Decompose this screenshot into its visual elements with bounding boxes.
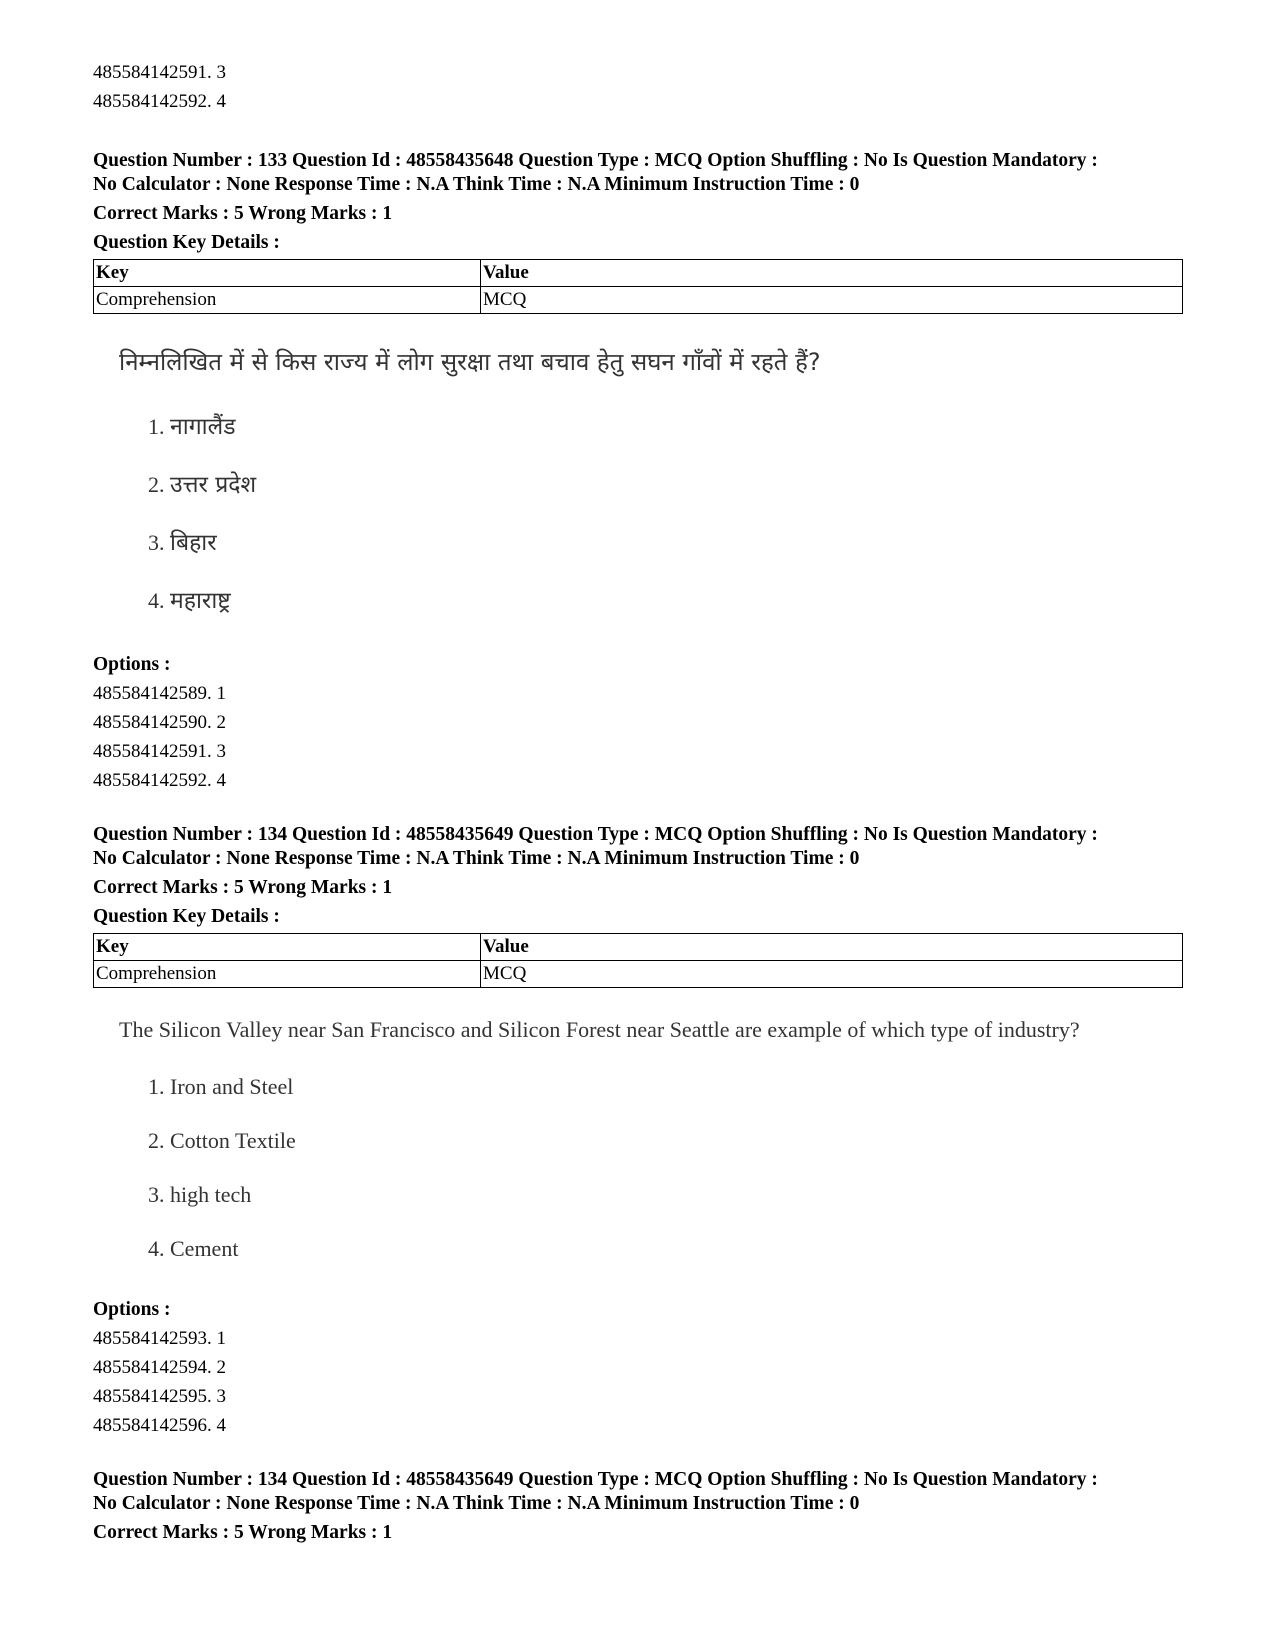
choice-text: नागालैंड	[170, 414, 236, 440]
table-cell-key: Comprehension	[94, 287, 481, 314]
choice-number: 4.	[148, 588, 165, 613]
question-header-line-2: No Calculator : None Response Time : N.A Think Time : N.A Minimum Instruction Time : 0	[93, 1493, 860, 1514]
choice-item	[148, 1168, 1183, 1222]
option-id-line: 485584142592. 4	[93, 91, 226, 112]
question-text: निम्नलिखित में से किस राज्य में लोग सुरक्षा तथा बचाव हेतु सघन गाँवों में रहते हैं?	[119, 348, 821, 376]
choice-number: 2.	[148, 1128, 165, 1153]
question-block-134-repeat	[93, 1468, 1183, 1547]
question-header-line-2: No Calculator : None Response Time : N.A Think Time : N.A Minimum Instruction Time : 0	[93, 848, 860, 869]
choice-text: Iron and Steel	[170, 1074, 294, 1099]
table-cell-value: MCQ	[481, 961, 1183, 988]
table-header-key: Key	[94, 934, 481, 961]
question-header	[93, 1468, 1183, 1516]
option-id-line: 485584142596. 4	[93, 1415, 226, 1436]
choice-number: 2.	[148, 472, 165, 497]
option-id-line: 485584142594. 2	[93, 1357, 226, 1378]
choice-number: 1.	[148, 1074, 165, 1099]
choice-number: 1.	[148, 414, 165, 439]
choices-list	[148, 1060, 1183, 1276]
option-id-line: 485584142595. 3	[93, 1386, 226, 1407]
choice-text: उत्तर प्रदेश	[170, 472, 257, 498]
choice-item	[148, 1222, 1183, 1276]
choice-text: बिहार	[170, 530, 217, 556]
option-id-line: 485584142591. 3	[93, 62, 226, 83]
marks-line: Correct Marks : 5 Wrong Marks : 1	[93, 203, 393, 224]
table-header-row	[94, 260, 1183, 287]
table-header-key: Key	[94, 260, 481, 287]
marks-line: Correct Marks : 5 Wrong Marks : 1	[93, 1522, 393, 1543]
choice-item	[148, 1060, 1183, 1114]
question-block-133	[93, 149, 1183, 630]
question-header-line-1: Question Number : 133 Question Id : 48558435648 Question Type : MCQ Option Shuffling : No Is Question Mandatory :	[93, 150, 1098, 171]
question-header	[93, 149, 1183, 197]
choice-number: 4.	[148, 1236, 165, 1261]
options-block-134	[93, 1295, 1183, 1440]
choice-text: महाराष्ट्र	[170, 588, 231, 614]
option-id-line: 485584142593. 1	[93, 1328, 226, 1349]
key-details-label: Question Key Details :	[93, 906, 280, 927]
choices-list	[148, 398, 1183, 630]
key-details-table	[93, 933, 1183, 988]
marks-line: Correct Marks : 5 Wrong Marks : 1	[93, 877, 393, 898]
choice-number: 3.	[148, 530, 165, 555]
table-header-row	[94, 934, 1183, 961]
option-id-line: 485584142592. 4	[93, 770, 226, 791]
options-label: Options :	[93, 1299, 171, 1320]
choice-number: 3.	[148, 1182, 165, 1207]
options-block-133	[93, 650, 1183, 795]
choice-item	[148, 1114, 1183, 1168]
option-id-line: 485584142590. 2	[93, 712, 226, 733]
table-cell-value: MCQ	[481, 287, 1183, 314]
option-id-line: 485584142591. 3	[93, 741, 226, 762]
option-id-line: 485584142589. 1	[93, 683, 226, 704]
table-header-value: Value	[481, 260, 1183, 287]
choice-item	[148, 456, 1183, 514]
key-details-table	[93, 259, 1183, 314]
options-label: Options :	[93, 654, 171, 675]
choice-item	[148, 398, 1183, 456]
question-header-line-1: Question Number : 134 Question Id : 48558435649 Question Type : MCQ Option Shuffling : No Is Question Mandatory :	[93, 824, 1098, 845]
question-header-line-2: No Calculator : None Response Time : N.A Think Time : N.A Minimum Instruction Time : 0	[93, 174, 860, 195]
table-row	[94, 961, 1183, 988]
choice-item	[148, 514, 1183, 572]
question-header	[93, 823, 1183, 871]
key-details-label: Question Key Details :	[93, 232, 280, 253]
choice-text: high tech	[170, 1182, 252, 1207]
choice-item	[148, 572, 1183, 630]
table-header-value: Value	[481, 934, 1183, 961]
table-cell-key: Comprehension	[94, 961, 481, 988]
choice-text: Cement	[170, 1236, 239, 1261]
question-header-line-1: Question Number : 134 Question Id : 48558435649 Question Type : MCQ Option Shuffling : No Is Question Mandatory :	[93, 1469, 1098, 1490]
previous-options-list	[93, 58, 226, 116]
choice-text: Cotton Textile	[170, 1128, 296, 1153]
question-block-134	[93, 823, 1183, 1276]
table-row	[94, 287, 1183, 314]
question-text: The Silicon Valley near San Francisco and Silicon Forest near Seattle are example of which type of industry?	[119, 1017, 1080, 1042]
